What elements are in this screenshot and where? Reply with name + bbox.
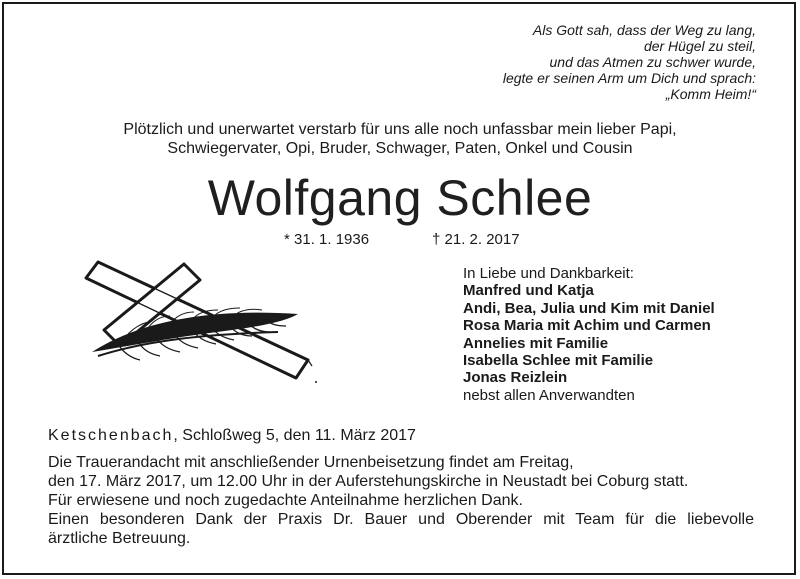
mourner-name: Annelies mit Familie [463, 334, 609, 352]
mourner-name: Isabella Schlee mit Familie [463, 352, 654, 370]
birth-date: * 31. 1. 1936 [284, 231, 370, 248]
body-line: Die Trauerandacht mit anschließender Urnenbeisetzung findet am Freitag, [48, 454, 574, 471]
deceased-name: Wolfgang Schlee [207, 170, 593, 226]
poem-line: der Hügel zu steil, [643, 38, 756, 54]
body-line: Einen besonderen Dank der Praxis Dr. Bauer und Oberender mit Team für die liebevolle [48, 510, 754, 528]
body-line: ärztliche Betreuung. [48, 529, 191, 547]
poem-line: und das Atmen zu schwer wurde, [549, 54, 756, 70]
mourners-heading: In Liebe und Dankbarkeit: [463, 265, 634, 282]
mourner-name: Andi, Bea, Julia und Kim mit Daniel [463, 299, 715, 317]
cross-with-palm-frond-icon [78, 254, 334, 394]
place-and-date [48, 426, 416, 445]
mourner-name: Manfred und Katja [463, 282, 594, 300]
intro-line: Schwiegervater, Opi, Bruder, Schwager, Paten, Onkel und Cousin [167, 140, 633, 157]
mourner-name: Rosa Maria mit Achim und Carmen [463, 317, 711, 335]
address-and-date: , Schloßweg 5, den 11. März 2017 [173, 427, 416, 444]
poem-line: legte er seinen Arm um Dich und sprach: [502, 70, 756, 86]
poem [400, 22, 756, 102]
body-line: Für erwiesene und noch zugedachte Anteilnahme herzlichen Dank. [48, 491, 523, 509]
mourners-closing: nebst allen Anverwandten [463, 386, 635, 404]
body-line: den 17. März 2017, um 12.00 Uhr in der Auferstehungskirche in Neustadt bei Coburg statt. [48, 472, 689, 490]
mourners-list [463, 265, 783, 404]
intro-line: Plötzlich und unerwartet verstarb für uns alle noch unfassbar mein lieber Papi, [123, 121, 677, 138]
poem-line: „Komm Heim!“ [665, 86, 756, 102]
death-date: † 21. 2. 2017 [432, 231, 520, 248]
intro-text [60, 120, 740, 158]
service-details [48, 454, 754, 549]
town-name: Ketschenbach [48, 427, 174, 444]
poem-line: Als Gott sah, dass der Weg zu lang, [532, 22, 756, 38]
mourner-name: Jonas Reizlein [463, 369, 568, 387]
